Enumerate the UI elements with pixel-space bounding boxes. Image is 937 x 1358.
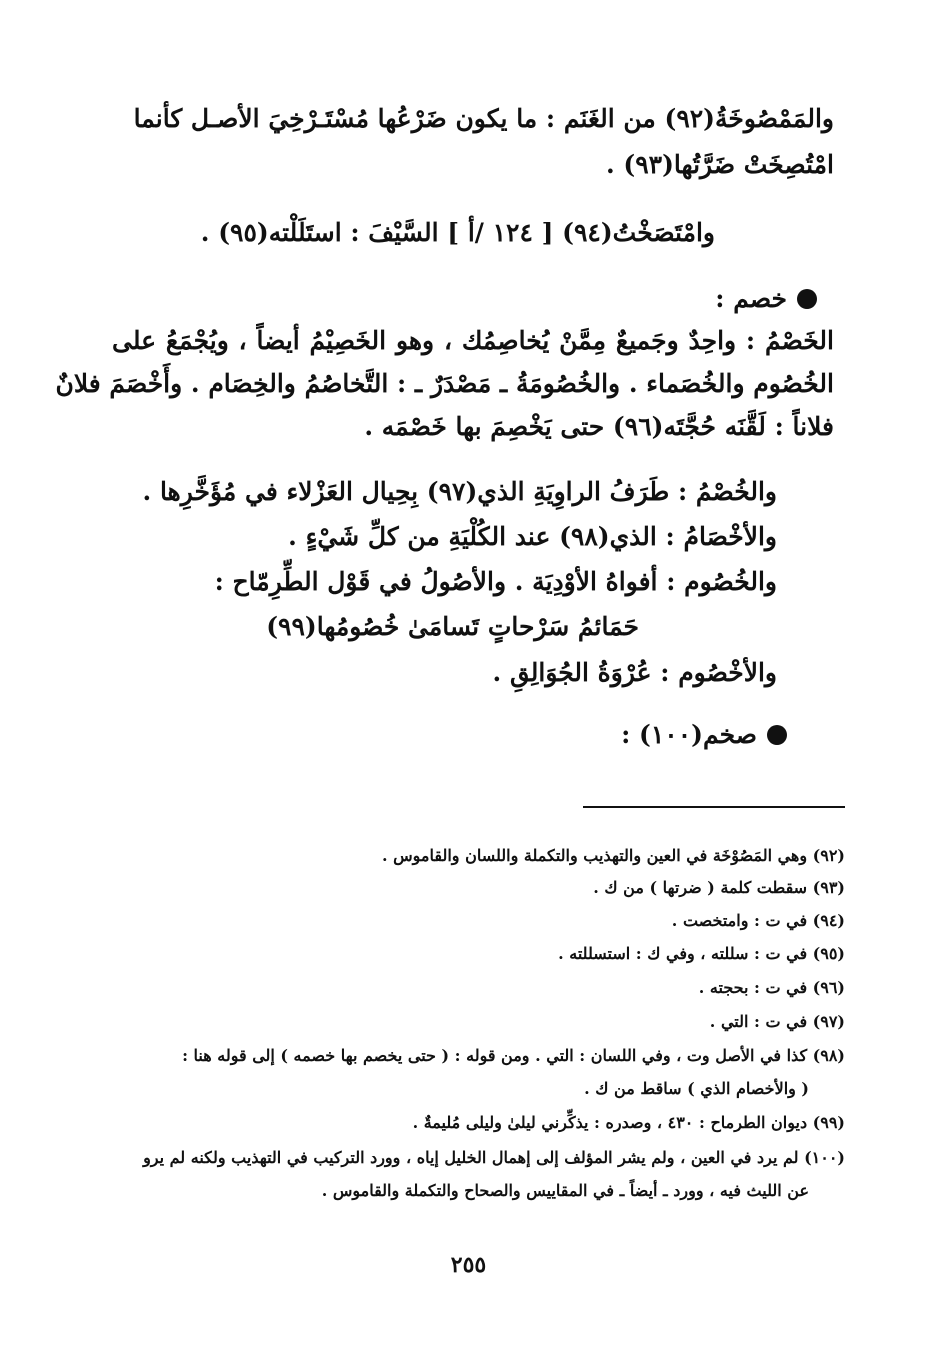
- text-line: والخُصْمُ : طَرَفُ الراوِيَةِ الذي(٩٧) بِحِيال العَزْلاء في مُؤَخَّرِها .: [142, 477, 777, 506]
- footnote: عن الليث فيه ، وورد ـ أيضاً ـ في المقاييس والصحاح والتكملة والقاموس .: [321, 1181, 809, 1200]
- footnote-separator: [583, 806, 845, 808]
- footnote: (٩٨) كذا في الأصل وت ، وفي اللسان : التي . ومن قوله : ( حتى يخصم بها خصمه ) إلى قوله هنا :: [182, 1046, 845, 1065]
- entry-heading: [621, 720, 787, 749]
- footnote: (٩٢) وهي المَصُوْخَة في العين والتهذيب والتكملة واللسان والقاموس .: [381, 846, 845, 865]
- text-line: والأخْصَامُ : الذي(٩٨) عند الكُلْيَةِ من كلِّ شَيْءٍ .: [288, 522, 777, 551]
- footnote: (٩٥) في ت : سللته ، وفي ك : استسللته .: [558, 944, 845, 963]
- text-line: والأخْصُوم : عُرْوَةُ الجُوَالِقِ .: [492, 658, 777, 687]
- footnote: (٩٣) سقطت كلمة ( ضرتها ) من ك .: [593, 878, 845, 897]
- text-line: الخُصُوم والخُصَماء . والخُصُومَةُ ـ مَصْدَرٌ ـ : التَّخاصُمُ والخِصَام . وأَخْصَمَ فلانٌ: [55, 369, 834, 398]
- text-line: والخُصُوم : أفواهُ الأوْدِيَة . والأصُولُ في قَوْل الطِّرِمّاح :: [214, 567, 777, 596]
- footnote: (٩٧) في ت : التي .: [709, 1012, 845, 1031]
- footnote: (١٠٠) لم يرد في العين ، ولم يشر المؤلف إلى إهمال الخليل إياه ، وورد التركيب في التهذيب ولكنه لم يرو: [143, 1148, 845, 1167]
- text-line: فلاناً : لَقَّنَه حُجَّتَه(٩٦) حتى يَخْصِمَ بها خَصْمَه .: [364, 412, 834, 441]
- entry-heading: [715, 284, 817, 313]
- bullet-icon: [797, 289, 817, 309]
- page-number: ٢٥٥: [450, 1252, 487, 1278]
- entry-heading-text: خصم :: [715, 284, 787, 313]
- text-line: والمَمْصُوخَةُ(٩٢) من الغَنَم : ما يكون ضَرْعُها مُسْتَـرْخِيَ الأصـل كأنما: [133, 104, 834, 133]
- text-line: امْتُصِخَتْ ضَرَّتُها(٩٣) .: [605, 150, 834, 179]
- footnote: (٩٤) في ت : وامتخصت .: [671, 911, 845, 930]
- text-line: الخَصْمُ : واحِدٌ وجَميعٌ مِمَّنْ يُخاصِمُك ، وهو الخَصِيْمُ أيضاً ، ويُجْمَعُ على: [112, 326, 834, 355]
- entry-heading-text: صخم(١٠٠) :: [621, 720, 757, 749]
- text-line: وامْتَصَخْتُ(٩٤) [ ١٢٤ /أ ] السَّيْفَ : استَلَلْته(٩٥) .: [200, 218, 715, 247]
- footnote: ( والأخصام الذي ) ساقط من ك .: [584, 1079, 809, 1098]
- poetry-line: حَمَائمُ سَرْحاتٍ تَسامَىٰ خُصُومُها(٩٩): [266, 612, 639, 641]
- footnote: (٩٦) في ت : بحجته .: [698, 978, 845, 997]
- footnote: (٩٩) ديوان الطرماح : ٤٣٠ ، وصدره : يذكِّرني ليلىٰ وليلى مُليمةٌ .: [412, 1113, 845, 1132]
- bullet-icon: [767, 725, 787, 745]
